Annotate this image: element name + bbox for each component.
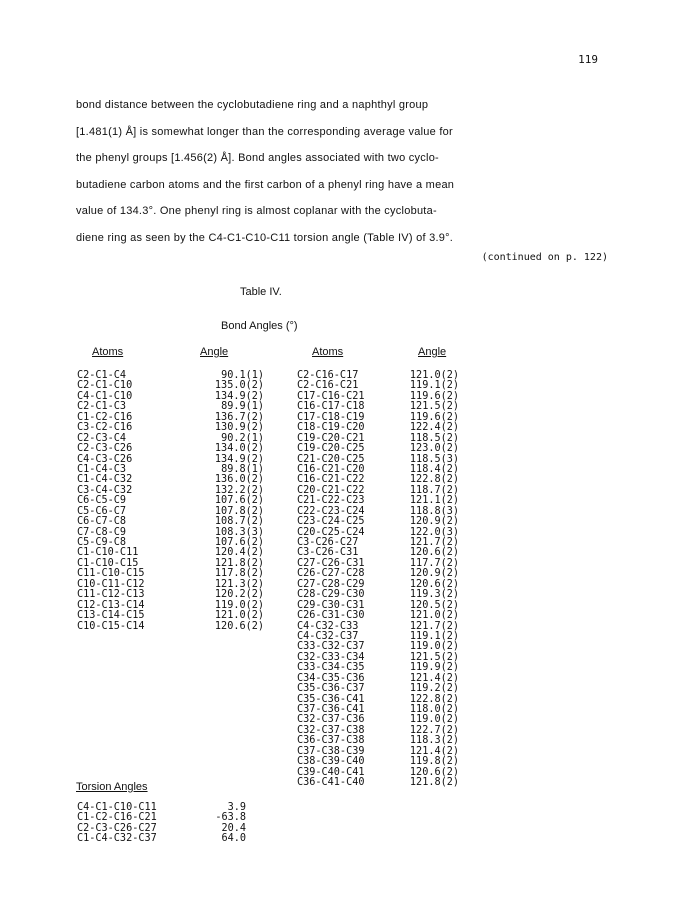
table-cell-angle: 119.0(2) (409, 714, 459, 726)
table-cell-angle: 89.9(1) (221, 401, 264, 413)
paragraph-line: butadiene carbon atoms and the first carbon of a phenyl ring have a mean (76, 178, 455, 191)
table-cell-angle: 121.8(2) (214, 557, 264, 569)
continued-note: (continued on p. 122) (481, 252, 608, 263)
table-cell-angle: 121.0(2) (214, 610, 264, 622)
torsion-cell-atoms: C2-C3-C26-C27 (77, 822, 157, 834)
table-subtitle: Bond Angles (°) (221, 320, 298, 332)
table-cell-angle: 121.4(2) (409, 745, 459, 757)
table-cell-angle: 120.6(2) (214, 620, 264, 632)
table-cell-angle: 121.0(2) (409, 610, 459, 622)
table-cell-angle: 107.8(2) (214, 505, 264, 517)
table-cell-atoms: C39-C40-C41 (297, 766, 365, 778)
table-cell-angle: 135.0(2) (214, 380, 264, 392)
torsion-atoms-column (77, 803, 157, 845)
torsion-values-column (188, 803, 246, 845)
table-cell-atoms: C1-C10-C11 (77, 547, 139, 559)
torsion-cell-value: 20.4 (221, 822, 246, 834)
torsion-cell-atoms: C4-C1-C10-C11 (77, 802, 157, 813)
table-cell-atoms: C2-C1-C3 (77, 401, 127, 413)
table-cell-atoms: C22-C23-C24 (297, 505, 365, 517)
table-cell-angle: 118.5(3) (409, 453, 459, 465)
table-cell-angle: 120.9(2) (409, 568, 459, 580)
table-cell-angle: 122.8(2) (409, 693, 459, 705)
table-cell-atoms: C37-C36-C41 (297, 704, 365, 715)
torsion-cell-atoms: C1-C2-C16-C21 (77, 812, 157, 824)
table-cell-atoms: C20-C25-C24 (297, 526, 365, 538)
table-cell-atoms: C13-C14-C15 (77, 610, 145, 622)
table-cell-angle: 119.2(2) (409, 683, 459, 695)
table-cell-angle: 136.7(2) (214, 411, 264, 423)
table-cell-angle: 121.7(2) (409, 537, 459, 548)
table-cell-angle: 120.6(2) (409, 547, 459, 559)
table-cell-angle: 121.8(2) (409, 777, 459, 789)
table-cell-angle: 121.3(2) (214, 578, 264, 590)
table-cell-atoms: C28-C29-C30 (297, 589, 365, 601)
table-cell-angle: 117.7(2) (409, 557, 459, 569)
table-cell-angle: 118.4(2) (409, 463, 459, 475)
table-cell-atoms: C19-C20-C21 (297, 432, 365, 444)
table-cell-angle: 107.6(2) (214, 537, 264, 548)
table-cell-atoms: C2-C1-C4 (77, 370, 127, 381)
table-cell-atoms: C16-C21-C20 (297, 463, 365, 475)
table-cell-atoms: C3-C26-C27 (297, 537, 359, 548)
paragraph-line: bond distance between the cyclobutadiene ring and a naphthyl group (76, 99, 429, 111)
table-cell-atoms: C17-C16-C21 (297, 390, 365, 402)
table-cell-atoms: C10-C11-C12 (77, 578, 145, 590)
table-cell-atoms: C4-C3-C26 (77, 453, 133, 465)
torsion-header: Torsion Angles (76, 781, 148, 793)
table-cell-atoms: C5-C9-C8 (77, 537, 127, 548)
table-cell-atoms: C4-C32-C33 (297, 620, 359, 632)
table-cell-atoms: C36-C41-C40 (297, 777, 365, 789)
torsion-cell-value: 64.0 (221, 833, 246, 845)
torsion-cell-atoms: C1-C4-C32-C37 (77, 833, 157, 845)
table-cell-angle: 120.6(2) (409, 578, 459, 590)
right-angles-column (395, 371, 459, 789)
table-cell-atoms: C38-C39-C40 (297, 756, 365, 768)
table-cell-angle: 122.8(2) (409, 474, 459, 486)
table-cell-angle: 122.7(2) (409, 724, 459, 736)
table-cell-atoms: C6-C5-C9 (77, 495, 127, 507)
table-cell-angle: 134.0(2) (214, 443, 264, 455)
table-cell-atoms: C29-C30-C31 (297, 599, 365, 611)
paragraph-line: the phenyl groups [1.456(2) Å]. Bond angles associated with two cyclo- (76, 152, 439, 165)
table-cell-angle: 121.0(2) (409, 370, 459, 381)
table-cell-atoms: C3-C26-C31 (297, 547, 359, 559)
table-cell-angle: 119.8(2) (409, 756, 459, 768)
table-cell-atoms: C16-C21-C22 (297, 474, 365, 486)
table-cell-angle: 122.4(2) (409, 422, 459, 434)
paragraph-line: [1.481(1) Å] is somewhat longer than the corresponding average value for (76, 125, 453, 138)
table-cell-atoms: C21-C22-C23 (297, 495, 365, 507)
table-cell-atoms: C5-C6-C7 (77, 505, 127, 517)
table-cell-angle: 121.5(2) (409, 651, 459, 663)
table-cell-atoms: C35-C36-C37 (297, 683, 365, 695)
table-cell-angle: 120.5(2) (409, 599, 459, 611)
table-cell-angle: 123.0(2) (409, 443, 459, 455)
table-cell-angle: 89.8(1) (221, 463, 264, 475)
table-cell-atoms: C7-C8-C9 (77, 526, 127, 538)
table-cell-atoms: C36-C37-C38 (297, 735, 365, 747)
table-cell-atoms: C33-C34-C35 (297, 662, 365, 674)
table-cell-angle: 119.9(2) (409, 662, 459, 674)
header-atoms-left: Atoms (92, 346, 124, 358)
paragraph-line: value of 134.3°. One phenyl ring is almost coplanar with the cyclobuta- (76, 205, 437, 218)
table-cell-atoms: C34-C35-C36 (297, 672, 365, 684)
table-cell-angle: 118.8(3) (409, 505, 459, 517)
table-cell-atoms: C10-C15-C14 (77, 620, 145, 632)
table-cell-atoms: C18-C19-C20 (297, 422, 365, 434)
table-cell-atoms: C2-C16-C17 (297, 370, 359, 381)
table-cell-atoms: C27-C26-C31 (297, 557, 365, 569)
right-atoms-column (297, 371, 364, 789)
table-cell-angle: 119.0(2) (214, 599, 264, 611)
body-paragraph (76, 92, 596, 252)
table-cell-atoms: C12-C13-C14 (77, 599, 145, 611)
table-cell-angle: 90.2(1) (221, 432, 264, 444)
table-cell-angle: 118.5(2) (409, 432, 459, 444)
table-cell-angle: 108.3(3) (214, 526, 264, 538)
torsion-cell-value: 3.9 (227, 802, 246, 813)
table-cell-angle: 120.9(2) (409, 516, 459, 528)
table-cell-angle: 120.4(2) (214, 547, 264, 559)
table-cell-atoms: C27-C28-C29 (297, 578, 365, 590)
table-cell-atoms: C2-C3-C4 (77, 432, 127, 444)
table-cell-angle: 130.9(2) (214, 422, 264, 434)
table-cell-atoms: C3-C2-C16 (77, 422, 133, 434)
table-cell-atoms: C1-C4-C3 (77, 463, 127, 475)
table-cell-atoms: C1-C2-C16 (77, 411, 133, 423)
table-cell-angle: 119.6(2) (409, 390, 459, 402)
page-number: 119 (578, 53, 598, 66)
table-cell-atoms: C35-C36-C41 (297, 693, 365, 705)
table-cell-atoms: C6-C7-C8 (77, 516, 127, 528)
torsion-cell-value: -63.8 (215, 812, 246, 824)
table-cell-atoms: C3-C4-C32 (77, 484, 133, 496)
table-cell-angle: 121.4(2) (409, 672, 459, 684)
table-cell-angle: 120.6(2) (409, 766, 459, 778)
table-cell-atoms: C11-C12-C13 (77, 589, 145, 601)
table-cell-angle: 121.1(2) (409, 495, 459, 507)
table-cell-angle: 90.1(1) (221, 370, 264, 381)
table-cell-angle: 119.0(2) (409, 641, 459, 653)
table-cell-angle: 134.9(2) (214, 390, 264, 402)
table-cell-atoms: C26-C31-C30 (297, 610, 365, 622)
table-cell-angle: 134.9(2) (214, 453, 264, 465)
table-cell-atoms: C2-C1-C10 (77, 380, 133, 392)
table-cell-angle: 122.0(3) (409, 526, 459, 538)
table-cell-angle: 118.3(2) (409, 735, 459, 747)
table-cell-angle: 121.7(2) (409, 620, 459, 632)
table-cell-atoms: C2-C16-C21 (297, 380, 359, 392)
table-cell-angle: 108.7(2) (214, 516, 264, 528)
table-cell-atoms: C17-C18-C19 (297, 411, 365, 423)
table-cell-atoms: C1-C10-C15 (77, 557, 139, 569)
table-cell-angle: 119.1(2) (409, 630, 459, 642)
table-cell-atoms: C4-C32-C37 (297, 630, 359, 642)
header-angle-right: Angle (418, 346, 447, 358)
table-cell-atoms: C32-C33-C34 (297, 651, 365, 663)
table-cell-angle: 107.6(2) (214, 495, 264, 507)
table-cell-atoms: C2-C3-C26 (77, 443, 133, 455)
table-cell-angle: 120.2(2) (214, 589, 264, 601)
table-cell-angle: 119.6(2) (409, 411, 459, 423)
table-cell-atoms: C20-C21-C22 (297, 484, 365, 496)
table-cell-angle: 119.3(2) (409, 589, 459, 601)
table-cell-atoms: C16-C17-C18 (297, 401, 365, 413)
table-cell-atoms: C37-C38-C39 (297, 745, 365, 757)
table-cell-angle: 121.5(2) (409, 401, 459, 413)
table-cell-angle: 119.1(2) (409, 380, 459, 392)
table-cell-atoms: C32-C37-C38 (297, 724, 365, 736)
header-atoms-right: Atoms (312, 346, 344, 358)
table-cell-angle: 132.2(2) (214, 484, 264, 496)
table-cell-atoms: C33-C32-C37 (297, 641, 365, 653)
table-cell-angle: 117.8(2) (214, 568, 264, 580)
table-cell-atoms: C19-C20-C25 (297, 443, 365, 455)
table-cell-atoms: C23-C24-C25 (297, 516, 365, 528)
paragraph-line: diene ring as seen by the C4-C1-C10-C11 torsion angle (Table IV) of 3.9°. (76, 231, 454, 244)
header-angle-left: Angle (200, 346, 229, 358)
table-cell-angle: 118.7(2) (409, 484, 459, 496)
table-cell-atoms: C32-C37-C36 (297, 714, 365, 726)
table-title: Table IV. (240, 286, 282, 298)
table-cell-angle: 118.0(2) (409, 704, 459, 715)
table-cell-atoms: C21-C20-C25 (297, 453, 365, 465)
table-cell-atoms: C26-C27-C28 (297, 568, 365, 580)
table-cell-atoms: C11-C10-C15 (77, 568, 145, 580)
table-cell-atoms: C1-C4-C32 (77, 474, 133, 486)
left-angles-column (188, 371, 264, 632)
table-cell-atoms: C4-C1-C10 (77, 390, 133, 402)
left-atoms-column (77, 371, 144, 632)
table-cell-angle: 136.0(2) (214, 474, 264, 486)
